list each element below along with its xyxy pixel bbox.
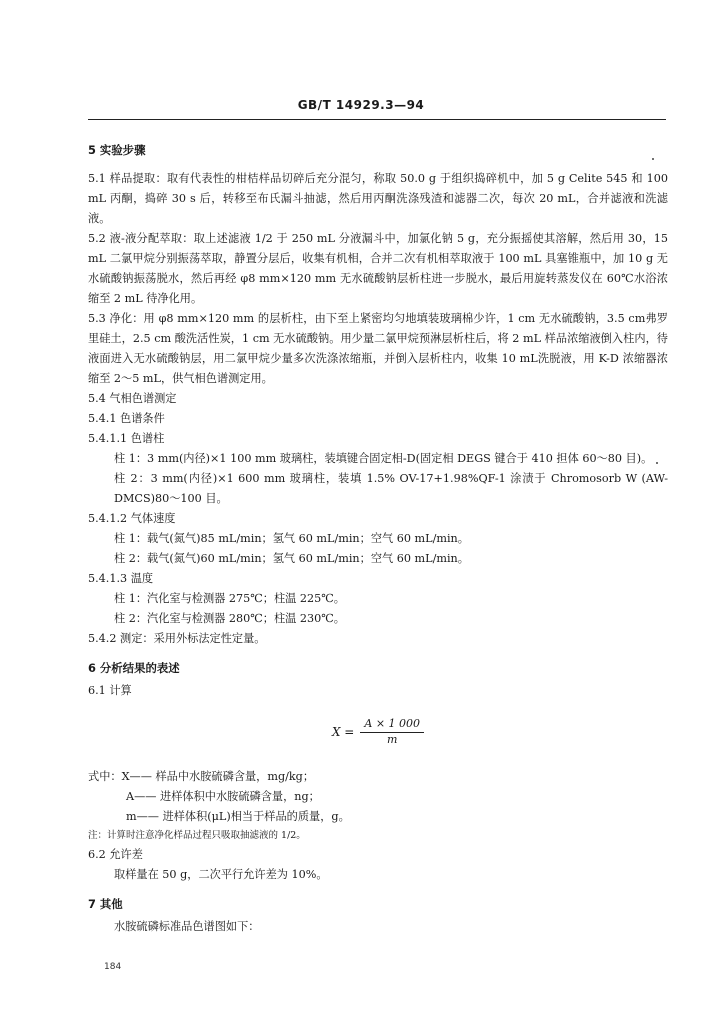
section-5-3: 5.3 净化：用 φ8 mm×120 mm 的层析柱，由下至上紧密均匀地填装玻璃棉少许，1 cm 无水硫酸钠，3.5 cm弗罗里硅土，2.5 cm 酸洗活性炭，1 cm 无水硫酸钠。用少量二氯甲烷预淋层析柱后，将 2 mL 样品浓缩液倒入柱内，待液面进入无水硫酸钠层，用二氯甲烷少量多次洗涤浓缩瓶，并倒入层析柱内，收集 10 mL洗脱液，用 K-D 浓缩器浓缩至 2～5 mL，供气相色谱测定用。 [88,312,668,385]
section-6-heading: 6 分析结果的表述 [88,661,180,675]
column-2-spec: 柱 2：3 mm(内径)×1 600 mm 玻璃柱，装填 1.5% OV-17+1.98%QF-1 涂渍于 Chromosorb W (AW-DMCS)80～100 目。 [114,472,668,505]
calculation-formula [88,717,668,753]
section-5-4-2: 5.4.2 测定：采用外标法定性定量。 [88,632,266,645]
section-5-4-1-3: 5.4.1.3 温度 [88,572,154,585]
formula-fraction [360,717,424,747]
section-5-4-1-2: 5.4.1.2 气体速度 [88,512,176,525]
temperature-column-2: 柱 2：汽化室与检测器 280℃；柱温 230℃。 [114,612,345,625]
where-x: 式中：X—— 样品中水胺硫磷含量，mg/kg； [88,770,315,783]
other-text: 水胺硫磷标准品色谱图如下： [114,920,260,933]
tolerance-text: 取样量在 50 g，二次平行允许差为 10%。 [114,868,328,881]
section-5-4: 5.4 气相色谱测定 [88,392,177,405]
scan-speck [656,462,658,464]
scan-speck [652,158,654,160]
section-5-2: 5.2 液-液分配萃取：取上述滤液 1/2 于 250 mL 分液漏斗中，加氯化钠 5 g，充分振摇使其溶解，然后用 30，15 mL 二氯甲烷分别振荡萃取，静置分层后，收集有机相，合并二次有机相萃取液于 100 mL 具塞锥瓶中，加 10 g 无水硫酸钠振荡脱水，然后再经 φ8 mm×120 mm 无水硫酸钠层析柱进一步脱水，最后用旋转蒸发仪在 60℃水浴浓缩至 2 mL 待净化用。 [88,232,668,305]
document-body [88,140,668,937]
where-a: A—— 进样体积中水胺硫磷含量，ng； [126,790,320,803]
temperature-column-1: 柱 1：汽化室与检测器 275℃；柱温 225℃。 [114,592,345,605]
section-5-1: 5.1 样品提取：取有代表性的柑桔样品切碎后充分混匀，称取 50.0 g 于组织捣碎机中，加 5 g Celite 545 和 100 mL 丙酮，捣碎 30 s 后，转移至布氏漏斗抽滤，然后用丙酮洗涤残渣和滤器二次，每次 20 mL，合并滤液和洗滤液。 [88,172,668,225]
standard-header: GB/T 14929.3—94 [297,98,425,112]
section-5-heading: 5 实验步骤 [88,143,146,157]
formula-denominator: m [386,733,398,746]
gas-flow-column-2: 柱 2：载气(氮气)60 mL/min；氢气 60 mL/min；空气 60 mL/min。 [114,552,469,565]
gas-flow-column-1: 柱 1：载气(氮气)85 mL/min；氢气 60 mL/min；空气 60 mL/min。 [114,532,469,545]
page-number: 184 [104,962,122,972]
section-6-1: 6.1 计算 [88,684,132,697]
section-5-4-1: 5.4.1 色谱条件 [88,412,165,425]
header-rule [88,119,666,120]
section-5-4-1-1: 5.4.1.1 色谱柱 [88,432,165,445]
section-6-2: 6.2 允许差 [88,848,143,861]
section-7-heading: 7 其他 [88,897,123,911]
column-1-spec: 柱 1：3 mm(内径)×1 100 mm 玻璃柱，装填键合固定相-D(固定相 DEGS 键合于 410 担体 60～80 目)。 [114,452,653,465]
formula-lhs: X = [331,725,355,739]
where-m: m—— 进样体积(μL)相当于样品的质量，g。 [126,810,350,823]
calculation-note: 注：计算时注意净化样品过程只吸取抽滤液的 1/2。 [88,830,306,841]
formula-numerator: A × 1 000 [360,717,424,733]
